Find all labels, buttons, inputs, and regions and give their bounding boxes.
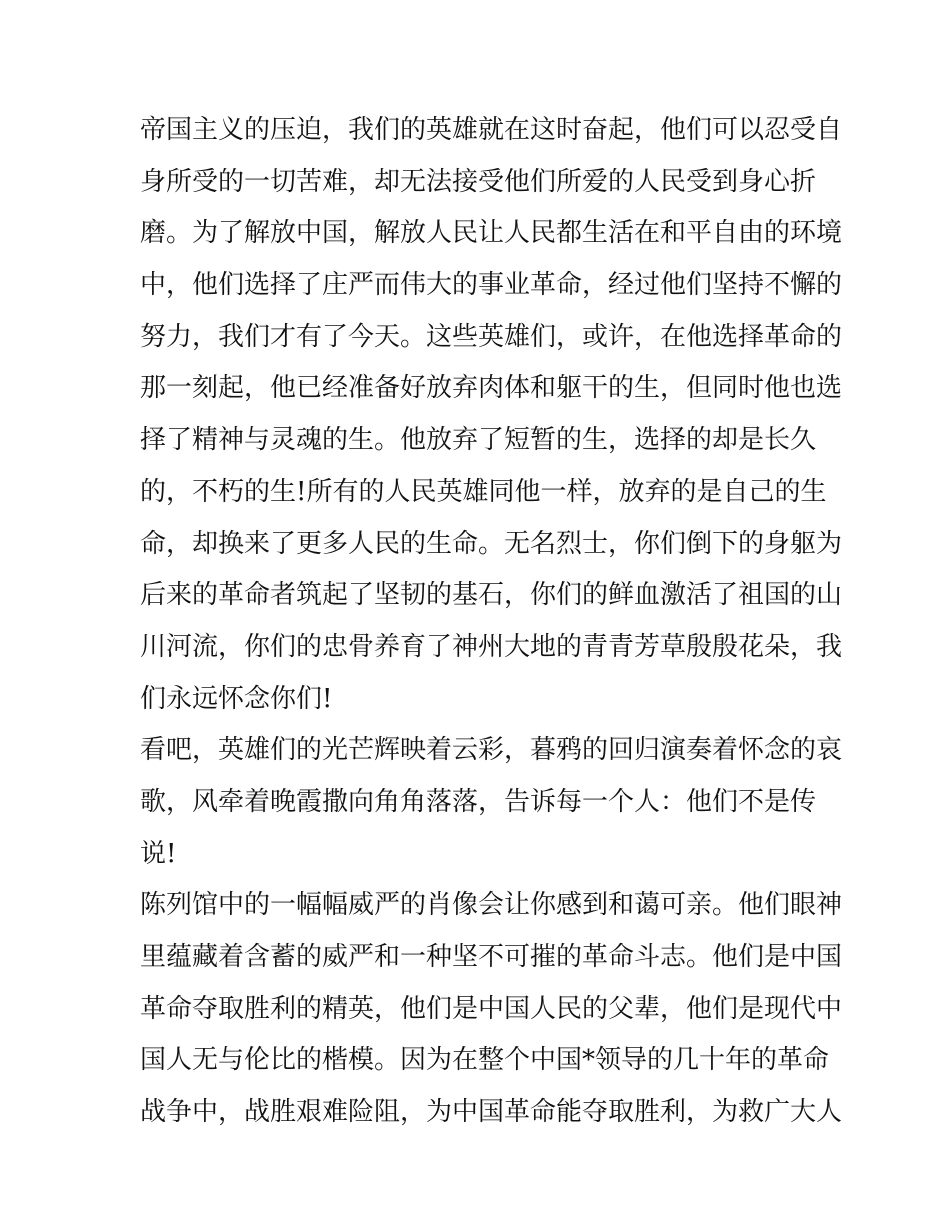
text-line: 说!: [140, 838, 177, 869]
text-line: 看吧，英雄们的光芒辉映着云彩，暮鸦的回归演奏着怀念的哀: [140, 735, 843, 766]
text-line: 身所受的一切苦难，却无法接受他们所爱的人民受到身心折: [140, 166, 817, 197]
text-line: 择了精神与灵魂的生。他放弃了短暂的生，选择的却是长久: [140, 425, 817, 456]
text-line: 那一刻起，他已经准备好放弃肉体和躯干的生，但同时他也选: [140, 373, 843, 404]
text-line: 努力，我们才有了今天。这些英雄们，或许，在他选择革命的: [140, 321, 843, 352]
text-line: 陈列馆中的一幅幅威严的肖像会让你感到和蔼可亲。他们眼神: [140, 890, 843, 921]
text-line: 后来的革命者筑起了坚韧的基石，你们的鲜血激活了祖国的山: [140, 580, 843, 611]
text-line: 的，不朽的生!所有的人民英雄同他一样，放弃的是自己的生: [140, 476, 827, 507]
text-line: 国人无与伦比的楷模。因为在整个中国*领导的几十年的革命: [140, 1045, 830, 1076]
text-line: 帝国主义的压迫，我们的英雄就在这时奋起，他们可以忍受自: [140, 115, 843, 145]
document-body: [140, 105, 843, 1139]
text-line: 歌，风牵着晚霞撒向角角落落，告诉每一个人：他们不是传: [140, 786, 817, 817]
text-line: 命，却换来了更多人民的生命。无名烈士，你们倒下的身躯为: [140, 528, 843, 559]
text-line: 中，他们选择了庄严而伟大的事业革命，经过他们坚持不懈的: [140, 270, 843, 301]
text-line: 革命夺取胜利的精英，他们是中国人民的父辈，他们是现代中: [140, 993, 843, 1024]
text-line: 战争中，战胜艰难险阻，为中国革命能夺取胜利，为救广大人: [140, 1097, 843, 1128]
text-line: 里蕴藏着含蓄的威严和一种坚不可摧的革命斗志。他们是中国: [140, 942, 843, 972]
text-line: 川河流，你们的忠骨养育了神州大地的青青芳草殷殷花朵，我: [140, 631, 843, 662]
text-line: 们永远怀念你们!: [140, 683, 333, 714]
text-line: 磨。为了解放中国，解放人民让人民都生活在和平自由的环境: [140, 218, 843, 249]
